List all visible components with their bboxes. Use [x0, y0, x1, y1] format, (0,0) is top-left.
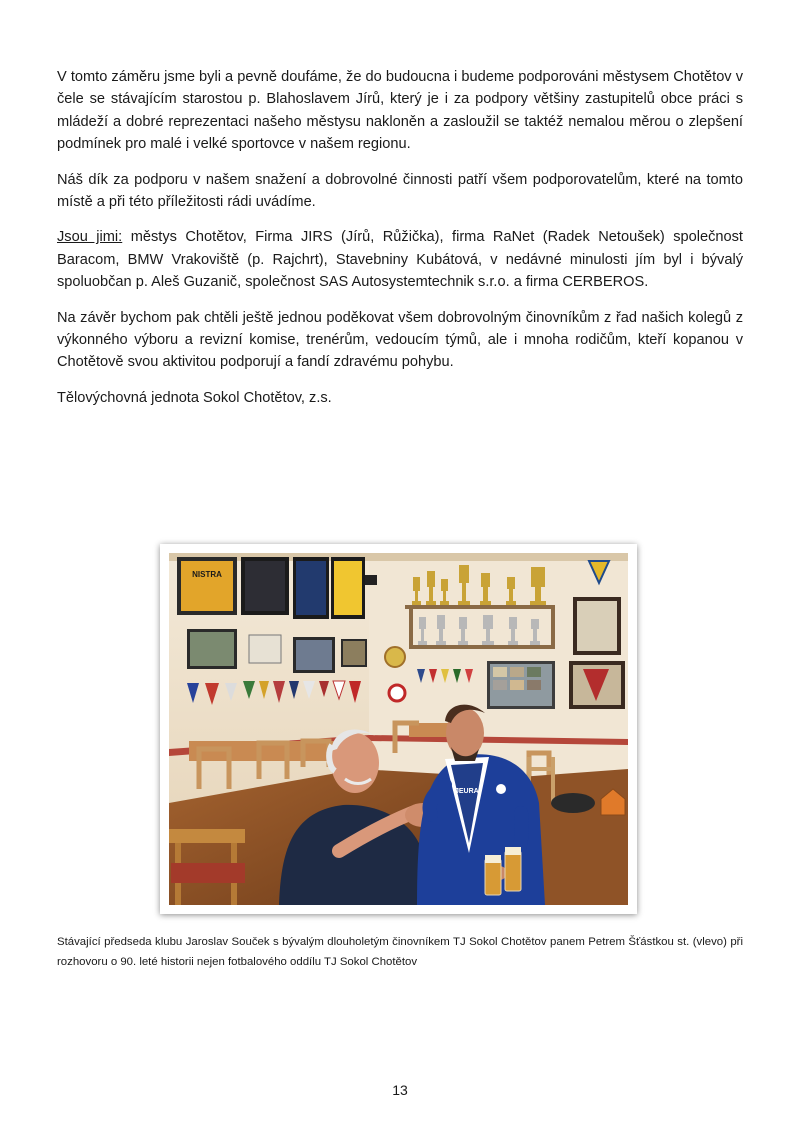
paragraph-final-thanks: Na závěr bychom pak chtěli ještě jednou poděkovat všem dobrovolným činovníkům z řad našich kolegů z výkonného výboru a revizní komise, trenérům, vedoucím týmů, ale i mnoha rodičům, kteří kopanou v Chotětově svou aktivitou podporují a fandí zdravému pohybu. — [57, 309, 743, 371]
clubhouse-photo-illustration — [169, 553, 628, 905]
supporters-lead: Jsou jimi: — [57, 229, 123, 246]
shirt-text: JEURA — [455, 788, 479, 795]
signature-organization: Tělovýchovná jednota Sokol Chotětov, z.s. — [57, 389, 332, 406]
paragraph-support-municipality: V tomto záměru jsme byli a pevně doufáme, že do budoucna i budeme podporováni městysem Chotětov v čele se stávajícím starostou p. Blahoslavem Jírů, který je i za podpory většiny zastupitelů obce práci s mládeží a dobré reprezentaci našeho městysu nakloněn a zasloužil se taktéž nemalou měrou o zlepšení podmínek pro malé i velké sportovce v našem regionu. — [57, 69, 743, 153]
bag — [551, 793, 595, 813]
supporters-names: městys Chotětov, Firma JIRS (Jírů, Růžička), firma RaNet (Radek Netoušek) společnost Baracom, BMW Vrakoviště (p. Rajchrt), Stavebniny Kubátová, v nedávné minulosti jím byl i bývalý spoluobčan p. Aleš Guzanič, společnost SAS Autosystemtechnik s.r.o. a firma CERBEROS. — [57, 229, 743, 291]
jersey-text: NISTRA — [192, 570, 222, 579]
page-number: 13 — [392, 1082, 408, 1098]
page-body — [57, 66, 743, 422]
paragraph-thanks-supporters: Náš dík za podporu v našem snažení a dobrovolné činnosti patří všem podporovatelům, které na tomto místě a při této příležitosti rádi uvádíme. — [57, 171, 743, 211]
photo-caption: Stávající předseda klubu Jaroslav Souček s bývalým dlouholetým činovníkem TJ Sokol Chotětov panem Petrem Šťástkou st. (vlevo) při rozhovoru o 90. leté historii nejen fotbalového oddílu TJ Sokol Chotětov — [57, 936, 743, 968]
wall-plate — [385, 647, 405, 667]
club-photo — [160, 544, 637, 914]
paragraph-supporters-list — [57, 226, 743, 293]
